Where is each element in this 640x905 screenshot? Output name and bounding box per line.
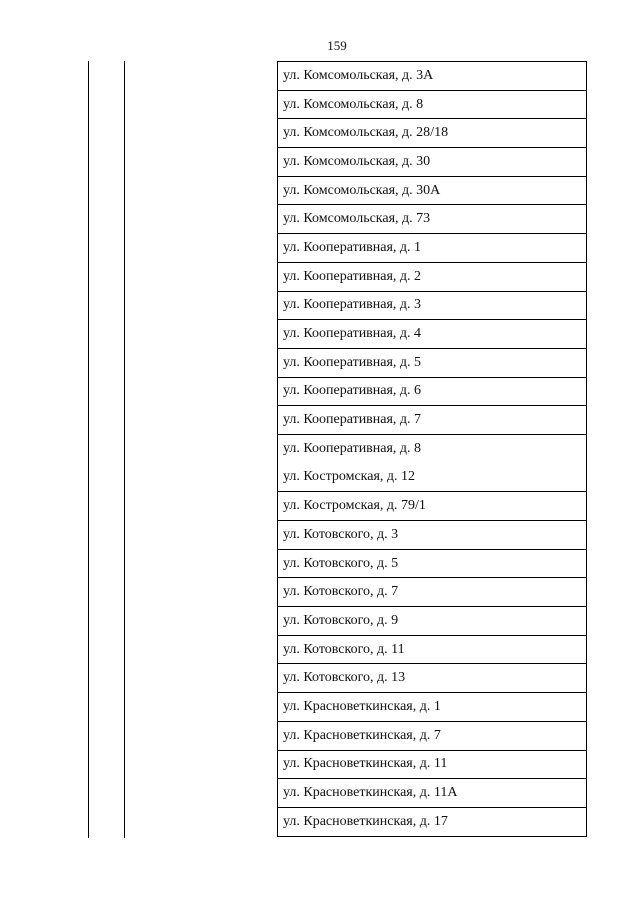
address-row: ул. Котовского, д. 9 bbox=[278, 607, 586, 636]
address-row: ул. Комсомольская, д. 73 bbox=[278, 205, 586, 234]
address-row: ул. Красноветкинская, д. 11А bbox=[278, 779, 586, 808]
address-row: ул. Комсомольская, д. 30 bbox=[278, 148, 586, 177]
address-row: ул. Красноветкинская, д. 1 bbox=[278, 693, 586, 722]
address-row: ул. Комсомольская, д. 3А bbox=[278, 62, 586, 91]
address-row: ул. Комсомольская, д. 30А bbox=[278, 177, 586, 206]
address-row: ул. Котовского, д. 11 bbox=[278, 636, 586, 665]
table-column-divider-2 bbox=[124, 61, 125, 838]
address-row: ул. Кооперативная, д. 6 bbox=[278, 378, 586, 407]
address-row: ул. Кооперативная, д. 8 bbox=[283, 441, 422, 457]
address-row: ул. Кооперативная, д. 1 bbox=[278, 234, 586, 263]
address-row: ул. Котовского, д. 3 bbox=[278, 521, 586, 550]
address-table bbox=[277, 61, 587, 837]
address-row: ул. Кооперативная, д. 2 bbox=[278, 263, 586, 292]
address-row: ул. Котовского, д. 5 bbox=[278, 550, 586, 579]
address-row: ул. Красноветкинская, д. 11 bbox=[278, 751, 586, 780]
address-row: ул. Костромская, д. 79/1 bbox=[278, 492, 586, 521]
page-number: 159 bbox=[327, 38, 347, 53]
address-row: ул. Кооперативная, д. 4 bbox=[278, 320, 586, 349]
address-row: ул. Кооперативная, д. 3 bbox=[278, 292, 586, 321]
address-row: ул. Котовского, д. 7 bbox=[278, 578, 586, 607]
address-row: ул. Красноветкинская, д. 7 bbox=[278, 722, 586, 751]
address-row: ул. Комсомольская, д. 28/18 bbox=[278, 119, 586, 148]
address-row: ул. Комсомольская, д. 8 bbox=[278, 91, 586, 120]
address-row: ул. Красноветкинская, д. 17 bbox=[278, 808, 586, 837]
address-row: ул. Кооперативная, д. 7 bbox=[278, 406, 586, 435]
address-row: ул. Костромская, д. 12 bbox=[278, 464, 586, 493]
table-column-divider-1 bbox=[88, 61, 89, 838]
address-row: ул. Котовского, д. 13 bbox=[278, 664, 586, 693]
address-row: ул. Кооперативная, д. 5 bbox=[278, 349, 586, 378]
